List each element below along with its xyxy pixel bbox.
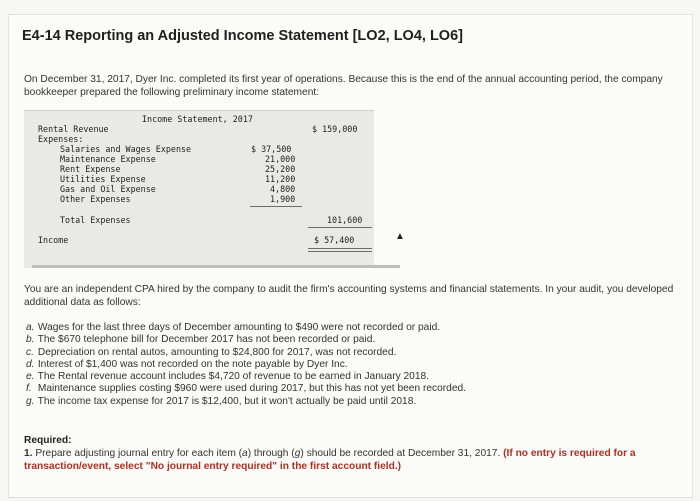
expense-value: $ 37,500: [251, 144, 292, 154]
expense-label: Gas and Oil Expense: [60, 184, 156, 194]
item-text: Wages for the last three days of December amounting to $490 were not recorded or paid.: [37, 322, 441, 333]
required-heading: Required:: [24, 435, 72, 446]
income-statement: [24, 110, 374, 268]
income-double-rule-bottom: [308, 251, 372, 252]
item-letter: e.: [26, 371, 35, 383]
expense-value: 4,800: [270, 184, 296, 194]
expense-value: 11,200: [265, 174, 296, 184]
required-text-mid: ) through (: [247, 448, 295, 459]
item-letter: a.: [26, 322, 35, 333]
expense-value: 1,900: [270, 194, 296, 204]
expenses-label: Expenses:: [38, 134, 84, 144]
required-letter-g: g: [294, 448, 301, 459]
list-item: [26, 322, 676, 334]
required-letter-a: a: [242, 448, 248, 459]
list-item: [26, 371, 676, 383]
required-number: 1.: [24, 448, 33, 459]
income-double-rule-top: [308, 248, 372, 249]
total-expenses-value: 101,600: [327, 215, 363, 225]
required-text-after: ) should be recorded at December 31, 2017.: [300, 448, 501, 459]
required-note: (If no entry is required for a transaction/event, select "No journal entry required" in the first account field.): [24, 448, 636, 472]
intro-paragraph: On December 31, 2017, Dyer Inc. completed its first year of operations. Because this is the end of the annual accounting period, the company bookkeeper prepared the following preliminary income statement:: [24, 74, 663, 98]
item-letter: c.: [26, 346, 34, 358]
expense-value: 25,200: [265, 164, 296, 174]
list-item: [26, 383, 676, 395]
expense-label: Utilities Expense: [60, 174, 146, 184]
list-item: [26, 396, 676, 408]
expense-label: Salaries and Wages Expense: [60, 144, 192, 154]
cursor-arrow-icon: ▲: [395, 231, 405, 242]
audit-paragraph: You are an independent CPA hired by the company to audit the firm's accounting systems and financial statements. In your audit, you developed additional data as follows:: [24, 284, 674, 308]
list-item: [26, 347, 676, 359]
required-text-before: Prepare adjusting journal entry for each item (: [35, 448, 243, 459]
item-letter: b.: [26, 334, 35, 346]
list-item: [26, 334, 676, 346]
required-section: [24, 434, 679, 473]
expense-label: Rent Expense: [60, 164, 121, 174]
exercise-title: E4-14 Reporting an Adjusted Income Statement [LO2, LO4, LO6]: [22, 28, 463, 44]
item-letter: d.: [26, 358, 35, 370]
item-text: The Rental revenue account includes $4,720 of revenue to be earned in January 2018.: [37, 371, 430, 383]
subtotal-rule: [250, 206, 302, 207]
item-text: Interest of $1,400 was not recorded on the note payable by Dyer Inc.: [37, 358, 348, 370]
statement-heading: Income Statement, 2017: [142, 114, 253, 124]
required-instruction: [24, 447, 679, 473]
expense-label: Other Expenses: [60, 194, 131, 204]
item-text: Depreciation on rental autos, amounting to $24,800 for 2017, was not recorded.: [37, 346, 397, 358]
item-text: Maintenance supplies costing $960 were used during 2017, but this has not yet been recorded.: [37, 383, 467, 395]
total-rule: [308, 227, 372, 228]
adjustment-items-list: [26, 322, 676, 408]
rental-revenue-value: $ 159,000: [312, 124, 358, 134]
total-expenses-label: Total Expenses: [60, 215, 131, 225]
expense-label: Maintenance Expense: [60, 154, 156, 164]
income-label: Income: [38, 235, 69, 245]
income-value: $ 57,400: [314, 235, 355, 245]
item-text: The income tax expense for 2017 is $12,400, but it won't actually be paid until 2018.: [37, 395, 417, 407]
item-letter: f.: [26, 383, 32, 395]
item-text: The $670 telephone bill for December 2017 has not been recorded or paid.: [37, 334, 376, 346]
list-item: [26, 359, 676, 371]
item-letter: g.: [26, 395, 35, 407]
expense-value: 21,000: [265, 154, 296, 164]
statement-bottom-bar: [32, 265, 400, 268]
rental-revenue-label: Rental Revenue: [38, 124, 109, 134]
